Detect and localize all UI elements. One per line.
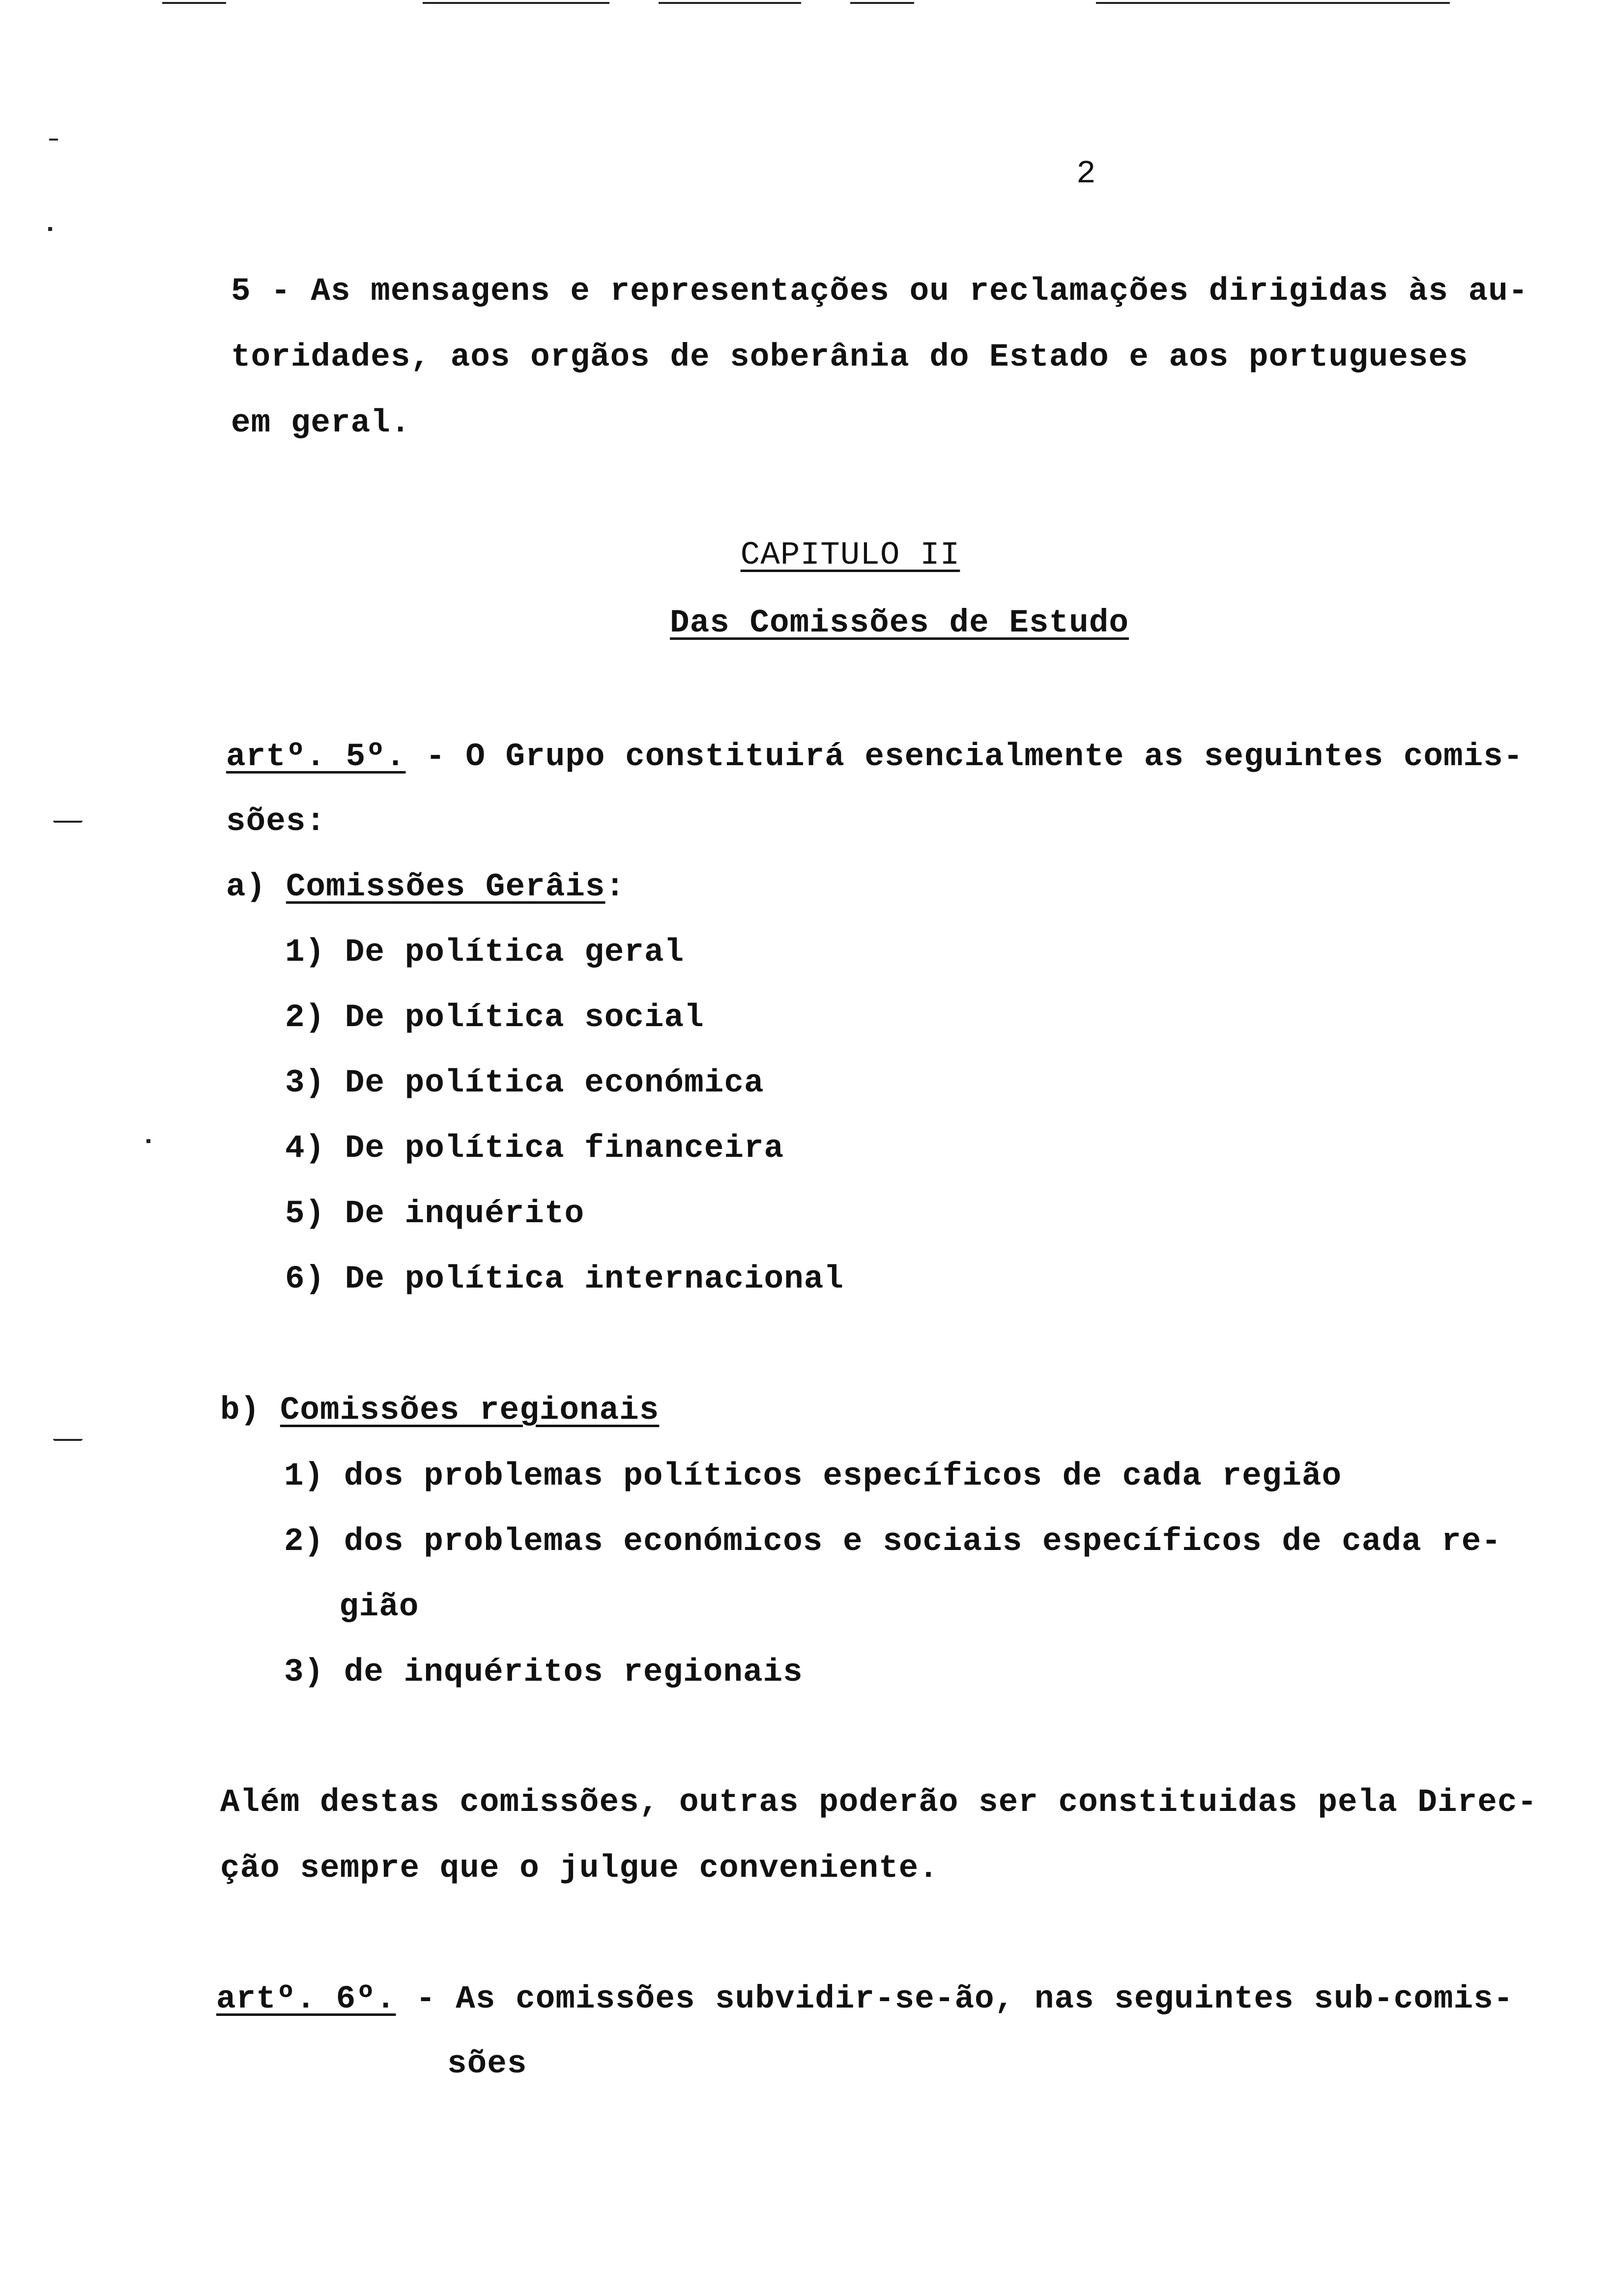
margin-mark	[49, 139, 58, 141]
list-item: 2) dos problemas económicos e sociais específicos de cada re-	[284, 1523, 1501, 1560]
section-a-heading	[226, 867, 625, 907]
top-scan-rule	[850, 2, 914, 4]
page-number: 2	[1076, 155, 1096, 192]
article-6-ref: artº. 6º.	[216, 1980, 396, 2017]
top-scan-rule	[162, 2, 226, 4]
margin-mark	[146, 1139, 150, 1143]
paragraph-5-line-3: em geral.	[231, 404, 411, 441]
list-item: 5) De inquérito	[285, 1195, 585, 1232]
margin-mark	[48, 227, 52, 231]
top-scan-rule	[659, 2, 801, 4]
list-item: 3) de inquéritos regionais	[284, 1654, 803, 1691]
list-item: 4) De política financeira	[285, 1130, 784, 1167]
margin-mark	[53, 1439, 83, 1441]
section-a-label: Comissões Gerâis	[286, 868, 605, 905]
article-6-line-1	[216, 1980, 1513, 2019]
list-item: 1) De política geral	[285, 934, 685, 971]
closing-line-1: Além destas comissões, outras poderão ser constituidas pela Direc-	[220, 1784, 1538, 1821]
chapter-title: CAPITULO II	[740, 537, 960, 574]
article-6-line-2: sões	[447, 2045, 527, 2082]
list-item: 6) De política internacional	[285, 1261, 844, 1297]
article-5-line-1	[226, 737, 1523, 776]
section-b-prefix: b)	[220, 1392, 280, 1429]
chapter-subtitle: Das Comissões de Estudo	[670, 604, 1129, 641]
section-b-label: Comissões regionais	[280, 1392, 660, 1429]
article-5-text: - O Grupo constituirá esencialmente as seguintes comis-	[405, 738, 1524, 775]
list-item: 3) De política económica	[285, 1064, 764, 1101]
top-scan-rule	[423, 2, 609, 4]
article-6-text: - As comissões subvidir-se-ão, nas seguintes sub-comis-	[396, 1980, 1514, 2017]
paragraph-5-line-2: toridades, aos orgãos de soberânia do Estado e aos portugueses	[231, 339, 1468, 375]
list-item: 2) De política social	[285, 999, 704, 1036]
margin-mark	[53, 821, 83, 823]
section-b-heading	[220, 1391, 659, 1430]
section-a-prefix: a)	[226, 868, 286, 905]
top-scan-rule	[1096, 2, 1450, 4]
paragraph-5-line-1: 5 - As mensagens e representações ou reclamações dirigidas às au-	[231, 273, 1528, 310]
article-5-line-2: sões:	[226, 803, 326, 840]
list-item: gião	[339, 1588, 419, 1625]
closing-line-2: ção sempre que o julgue conveniente.	[220, 1850, 939, 1887]
list-item: 1) dos problemas políticos específicos de cada região	[284, 1458, 1342, 1494]
article-5-ref: artº. 5º.	[226, 738, 406, 775]
section-a-suffix: :	[605, 868, 626, 905]
